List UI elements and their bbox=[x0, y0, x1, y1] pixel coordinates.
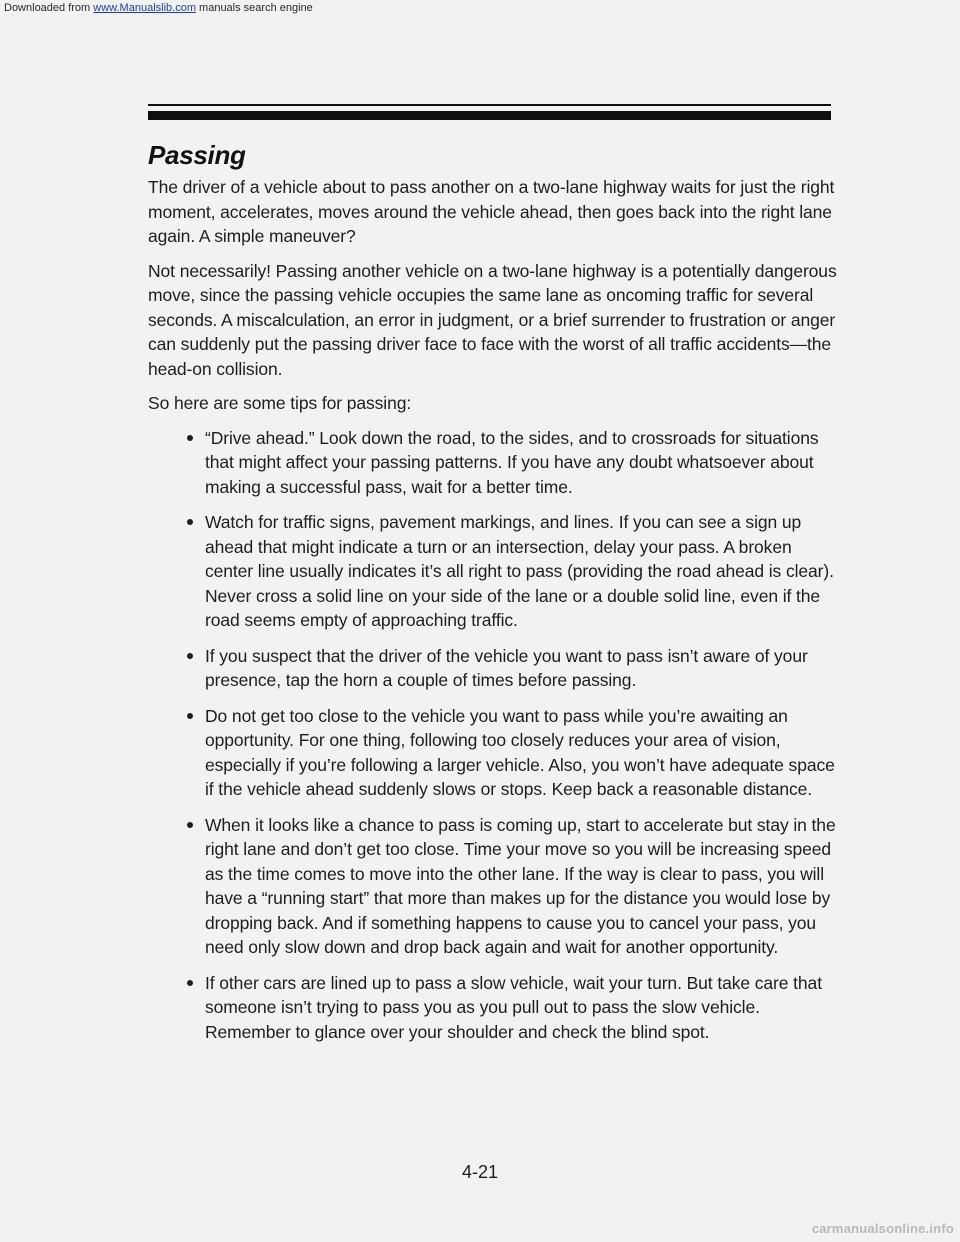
tip-text: Watch for traffic signs, pavement markings, and lines. If you can see a sign up ahead that might indicate a turn or an intersection, delay your pass. A broken center line usually indicates it’s all right to pass (providing the road ahead is clear). Never cross a solid line on your side of the lane or a double solid line, even if the road seems empty of approaching traffic. bbox=[205, 512, 834, 630]
bullet-icon bbox=[187, 519, 193, 525]
download-watermark bbox=[4, 2, 313, 14]
tip-text: If other cars are lined up to pass a slow vehicle, wait your turn. But take care that someone isn’t trying to pass you as you pull out to pass the slow vehicle. Remember to glance over your shoulder and check the blind spot. bbox=[205, 972, 822, 1042]
list-item bbox=[205, 704, 838, 802]
list-item bbox=[205, 813, 838, 960]
bullet-icon bbox=[187, 980, 193, 986]
tip-text: If you suspect that the driver of the vehicle you want to pass isn’t aware of your presence, tap the horn a couple of times before passing. bbox=[205, 645, 808, 690]
bullet-icon bbox=[187, 435, 193, 441]
site-watermark: carmanualsonline.info bbox=[811, 1221, 954, 1236]
paragraph-danger: Not necessarily! Passing another vehicle on a two-lane highway is a potentially dangerous move, since the passing vehicle occupies the same lane as oncoming traffic for several seconds. A miscalculation, an error in judgment, or a brief surrender to frustration or anger can suddenly put the passing driver face to face with the worst of all traffic accidents—the head-on collision. bbox=[148, 260, 837, 379]
list-item bbox=[205, 510, 838, 633]
header-rule-thin bbox=[148, 104, 831, 106]
watermark-prefix: Downloaded from bbox=[4, 2, 94, 14]
header-rule-thick bbox=[148, 111, 831, 120]
tip-text: Do not get too close to the vehicle you want to pass while you’re awaiting an opportunity. For one thing, following too closely reduces your area of vision, especially if you’re following a larger vehicle. Also, you won’t have adequate space if the vehicle ahead suddenly slows or stops. Keep back a reasonable distance. bbox=[205, 705, 835, 799]
section-title: Passing bbox=[148, 140, 246, 170]
paragraph-intro: The driver of a vehicle about to pass another on a two-lane highway waits for just the right moment, accelerates, moves around the vehicle ahead, then goes back into the right lane again. A simple maneuver? bbox=[148, 177, 835, 246]
tips-list bbox=[148, 426, 838, 1045]
paragraph-tips-intro: So here are some tips for passing: bbox=[148, 393, 412, 413]
tip-text: When it looks like a chance to pass is coming up, start to accelerate but stay in the right lane and don’t get too close. Time your move so you will be increasing speed as the time comes to move into the other lane. If the way is clear to pass, you will have a “running start” that more than makes up for the distance you would lose by dropping back. And if something happens to cause you to cancel your pass, you need only slow down and drop back again and wait for another opportunity. bbox=[205, 814, 836, 957]
list-item bbox=[205, 426, 838, 500]
tip-text: “Drive ahead.” Look down the road, to the sides, and to crossroads for situations that might affect your passing patterns. If you have any doubt whatsoever about making a successful pass, wait for a better time. bbox=[205, 427, 819, 497]
bullet-icon bbox=[187, 653, 193, 659]
list-item bbox=[205, 644, 838, 693]
manualslib-link[interactable]: www.Manualslib.com bbox=[93, 2, 196, 14]
watermark-suffix: manuals search engine bbox=[195, 2, 313, 14]
list-item bbox=[205, 971, 838, 1045]
bullet-icon bbox=[187, 713, 193, 719]
bullet-icon bbox=[187, 822, 193, 828]
page-number: 4-21 bbox=[461, 1162, 499, 1182]
page-content bbox=[148, 140, 838, 1055]
